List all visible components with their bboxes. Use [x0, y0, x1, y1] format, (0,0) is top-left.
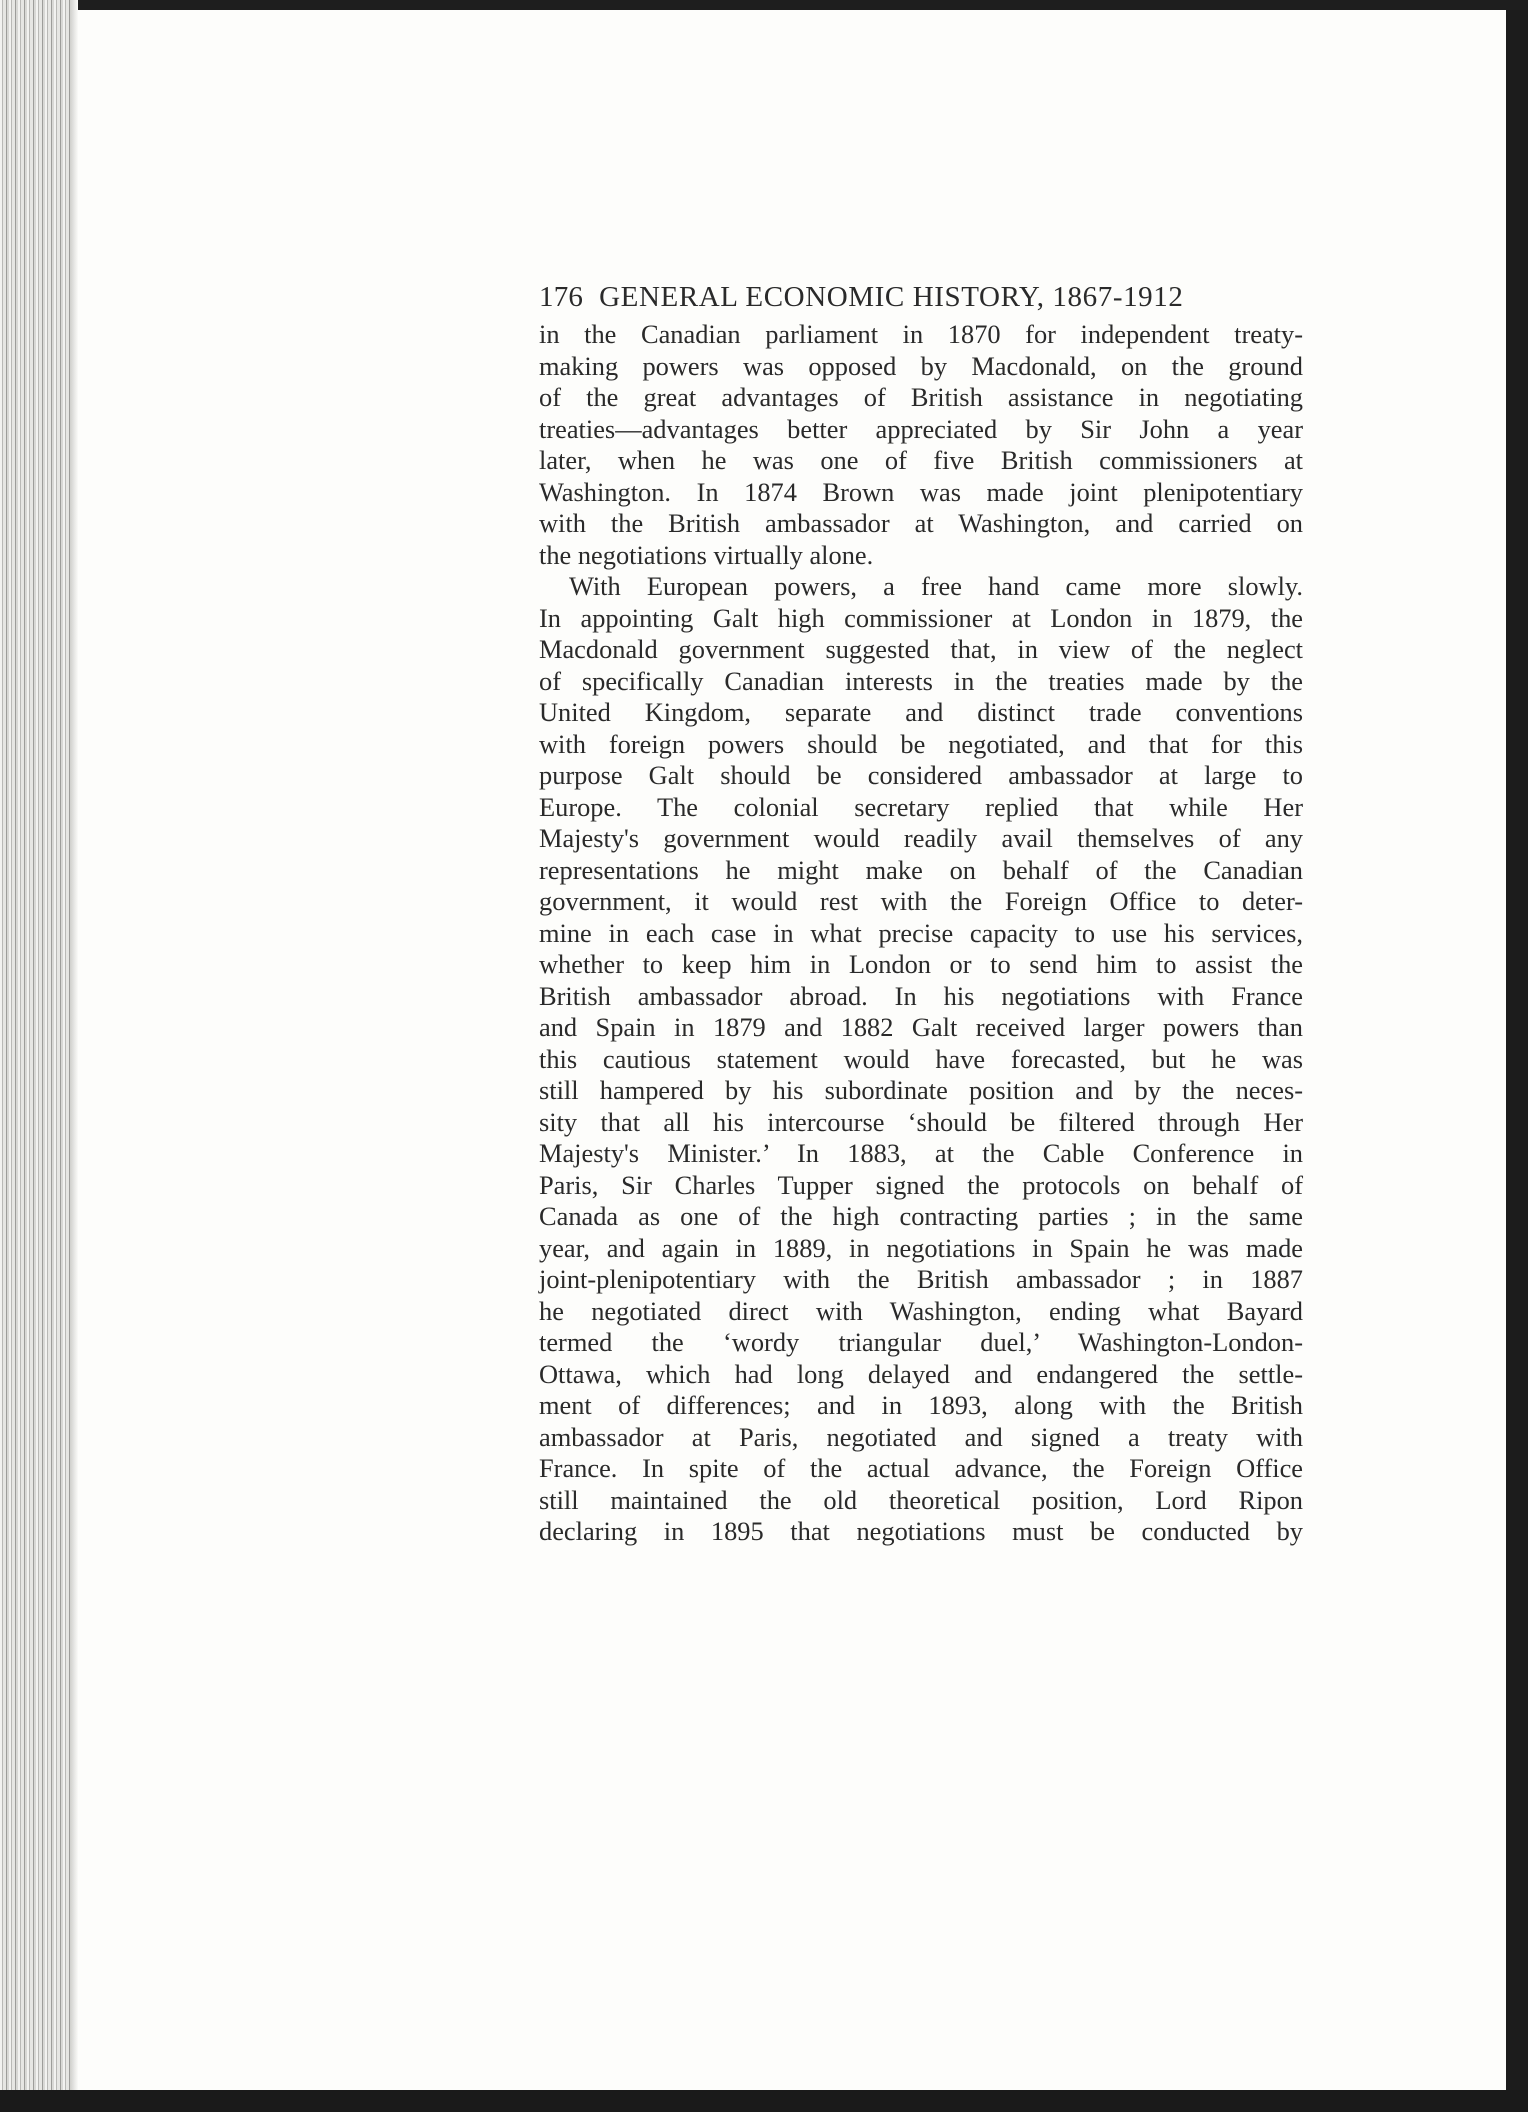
text-line: Macdonald government suggested that, in view of the neglect	[539, 634, 1303, 664]
text-line: British ambassador abroad. In his negotiations with France	[539, 980, 1303, 1011]
text-line: France. In spite of the actual advance, the Foreign Office	[539, 1453, 1303, 1483]
text-line: Ottawa, which had long delayed and endangered the settle-	[539, 1358, 1303, 1389]
page-number: 176	[539, 281, 584, 313]
text-line: In appointing Galt high commissioner at London in 1879, the	[539, 602, 1303, 633]
text-line: joint-plenipotentiary with the British ambassador ; in 1887	[539, 1264, 1303, 1294]
text-line: and Spain in 1879 and 1882 Galt received larger powers than	[539, 1012, 1303, 1042]
text-line: Paris, Sir Charles Tupper signed the protocols on behalf of	[539, 1169, 1303, 1200]
scan-top-edge	[60, 0, 1528, 10]
text-line: later, when he was one of five British commissioners at	[539, 445, 1303, 475]
text-line: treaties—advantages better appreciated by Sir John a year	[539, 413, 1303, 444]
text-line: making powers was opposed by Macdonald, on the ground	[539, 350, 1303, 381]
text-line: ment of differences; and in 1893, along with the British	[539, 1390, 1303, 1420]
text-line: representations he might make on behalf of the Canadian	[539, 854, 1303, 885]
text-line: of the great advantages of British assistance in negotiating	[539, 382, 1303, 412]
text-line: Canada as one of the high contracting parties ; in the same	[539, 1201, 1303, 1231]
text-line: With European powers, a free hand came more slowly.	[569, 571, 1303, 601]
text-line: government, it would rest with the Foreign Office to deter-	[539, 886, 1303, 916]
text-line: United Kingdom, separate and distinct trade conventions	[539, 697, 1303, 727]
text-line: of specifically Canadian interests in the treaties made by the	[539, 665, 1303, 696]
text-line: this cautious statement would have forecasted, but he was	[539, 1043, 1303, 1074]
body-text	[539, 319, 1303, 1548]
text-line: sity that all his intercourse ‘should be filtered through Her	[539, 1106, 1303, 1137]
text-line: Washington. In 1874 Brown was made joint plenipotentiary	[539, 476, 1303, 507]
text-line: Majesty's government would readily avail themselves of any	[539, 823, 1303, 853]
paragraph-1	[539, 319, 1303, 571]
text-line: in the Canadian parliament in 1870 for independent treaty-	[539, 319, 1303, 349]
text-line: purpose Galt should be considered ambassador at large to	[539, 760, 1303, 790]
text-line: declaring in 1895 that negotiations must be conducted by	[539, 1516, 1303, 1546]
text-line: Europe. The colonial secretary replied that while Her	[539, 791, 1303, 822]
text-line: ambassador at Paris, negotiated and signed a treaty with	[539, 1421, 1303, 1452]
text-block	[539, 275, 1303, 1548]
text-line: whether to keep him in London or to send him to assist the	[539, 949, 1303, 979]
running-head-title: GENERAL ECONOMIC HISTORY, 1867-1912	[599, 281, 1184, 313]
paragraph-2	[539, 571, 1303, 1548]
scan-right-edge	[1506, 10, 1528, 2090]
text-line: with the British ambassador at Washington, and carried on	[539, 508, 1303, 538]
text-line: still hampered by his subordinate position and by the neces-	[539, 1075, 1303, 1105]
text-line: mine in each case in what precise capacity to use his services,	[539, 917, 1303, 948]
running-head	[539, 275, 1303, 319]
text-line: Majesty's Minister.’ In 1883, at the Cable Conference in	[539, 1138, 1303, 1168]
text-line: termed the ‘wordy triangular duel,’ Washington-London-	[539, 1327, 1303, 1357]
text-line: the negotiations virtually alone.	[539, 539, 874, 570]
text-line: year, and again in 1889, in negotiations in Spain he was made	[539, 1232, 1303, 1263]
text-line: still maintained the old theoretical position, Lord Ripon	[539, 1484, 1303, 1515]
book-page-edges	[0, 0, 78, 2090]
scan-bottom-edge	[0, 2090, 1528, 2112]
text-line: he negotiated direct with Washington, ending what Bayard	[539, 1295, 1303, 1326]
text-line: with foreign powers should be negotiated, and that for this	[539, 728, 1303, 759]
